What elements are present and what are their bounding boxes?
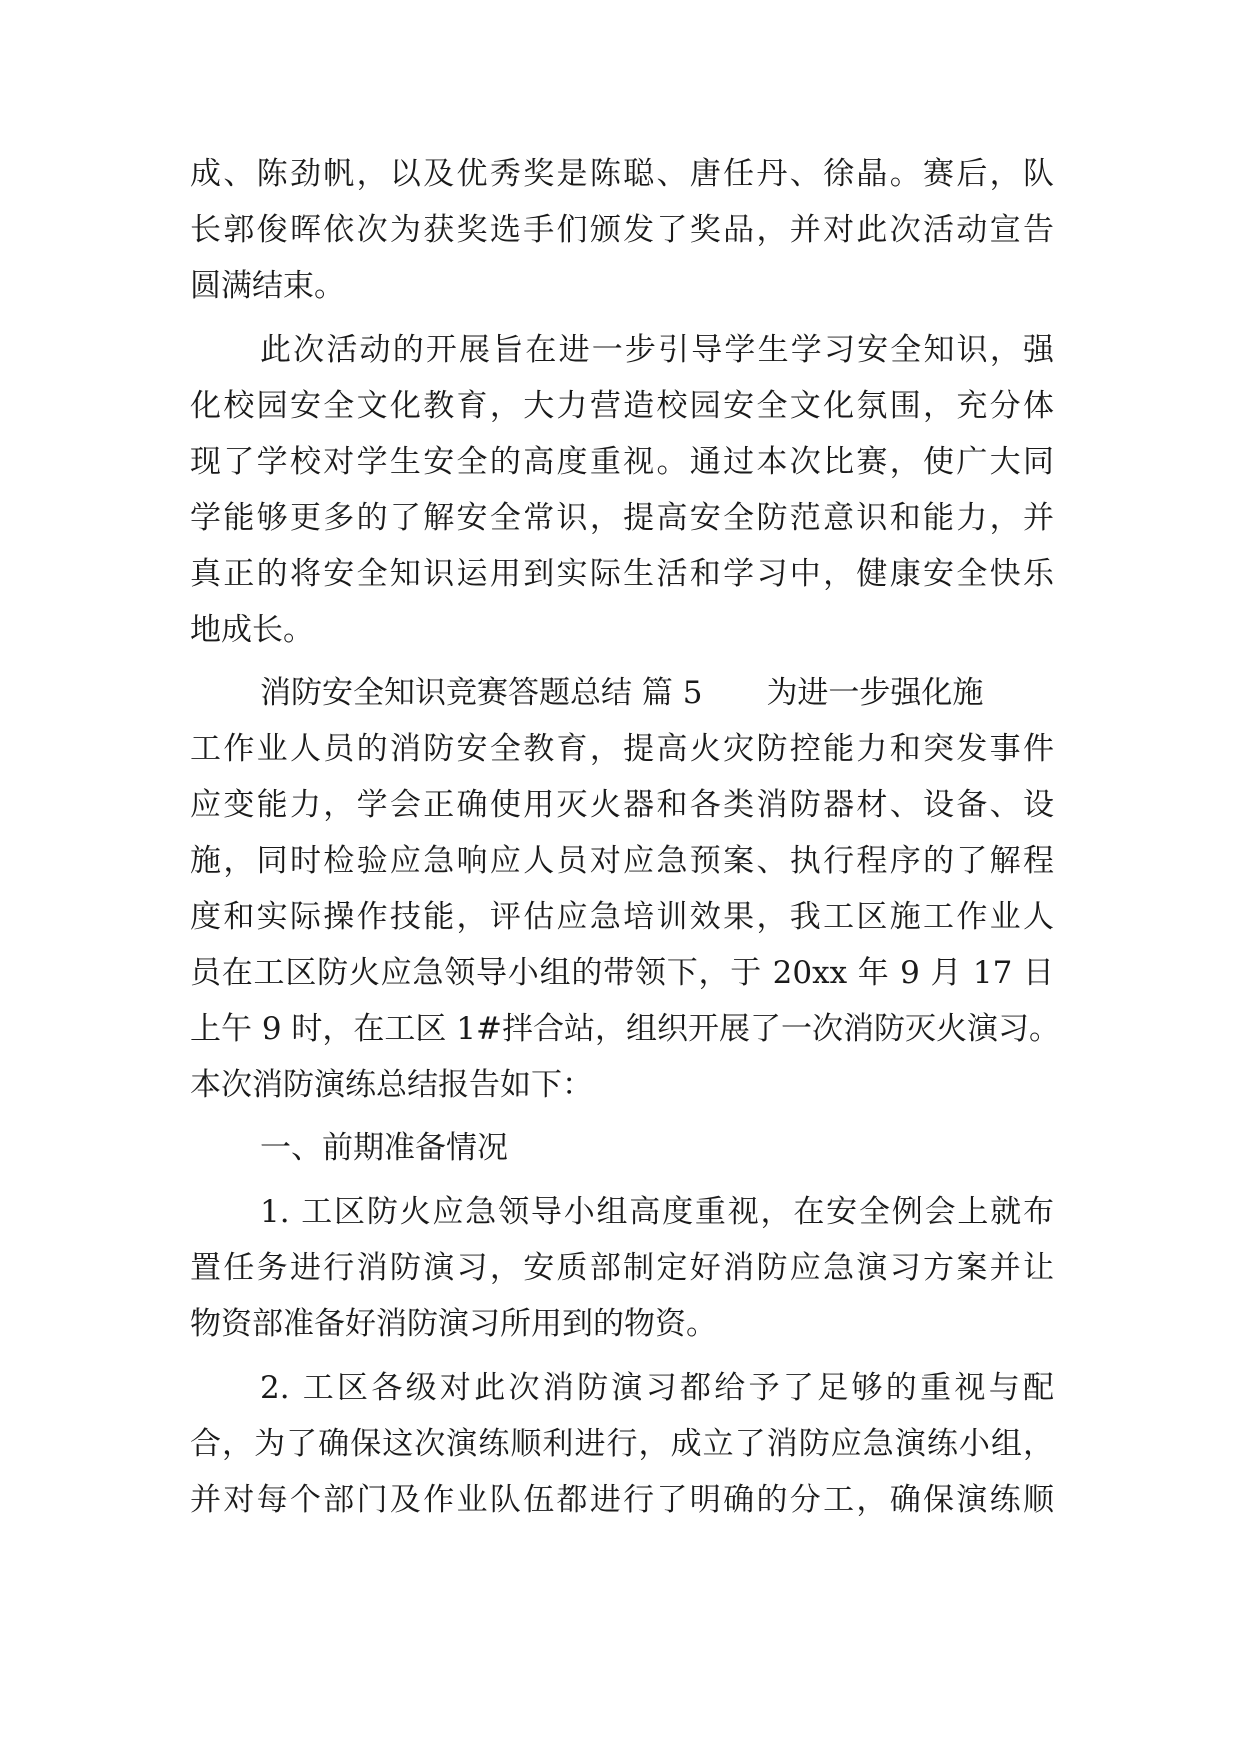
- text-line: 2. 工区各级对此次消防演习都给予了足够的重视与配: [260, 1370, 1054, 1406]
- text-line: 施，同时检验应急响应人员对应急预案、执行程序的了解程: [190, 843, 1054, 879]
- text-line: 圆满结束。: [190, 268, 345, 304]
- text-line: 并对每个部门及作业队伍都进行了明确的分工，确保演练顺: [190, 1482, 1054, 1518]
- text-line: 地成长。: [190, 612, 314, 648]
- section-heading: 一、前期准备情况: [260, 1130, 508, 1166]
- text-line: 真正的将安全知识运用到实际生活和学习中，健康安全快乐: [190, 556, 1054, 592]
- text-line: 长郭俊晖依次为获奖选手们颁发了奖品，并对此次活动宣告: [190, 212, 1054, 248]
- text-line: 员在工区防火应急领导小组的带领下，于 20xx 年 9 月 17 日: [190, 955, 1054, 991]
- text-line: 度和实际操作技能，评估应急培训效果，我工区施工作业人: [190, 899, 1054, 935]
- text-line: 化校园安全文化教育，大力营造校园安全文化氛围，充分体: [190, 388, 1054, 424]
- text-line: 现了学校对学生安全的高度重视。通过本次比赛，使广大同: [190, 444, 1054, 480]
- text-line: 工作业人员的消防安全教育，提高火灾防控能力和突发事件: [190, 731, 1054, 767]
- text-line: 应变能力，学会正确使用灭火器和各类消防器材、设备、设: [190, 787, 1054, 823]
- text-line: 1. 工区防火应急领导小组高度重视，在安全例会上就布: [260, 1194, 1054, 1230]
- text-line: 学能够更多的了解安全常识，提高安全防范意识和能力，并: [190, 500, 1054, 536]
- text-line: 物资部准备好消防演习所用到的物资。: [190, 1306, 717, 1342]
- text-line: 上午 9 时，在工区 1#拌合站，组织开展了一次消防灭火演习。: [190, 1011, 1060, 1047]
- text-line: 置任务进行消防演习，安质部制定好消防应急演习方案并让: [190, 1250, 1054, 1286]
- text-line: 合，为了确保这次演练顺利进行，成立了消防应急演练小组，: [190, 1426, 1054, 1462]
- section-title: 消防安全知识竞赛答题总结 篇 5: [260, 675, 703, 711]
- section-title-line: [260, 665, 1054, 721]
- text-line: 成、陈劲帆，以及优秀奖是陈聪、唐任丹、徐晶。赛后，队: [190, 156, 1054, 192]
- text-line: 本次消防演练总结报告如下：: [190, 1067, 593, 1103]
- text-segment: 为进一步强化施: [766, 675, 984, 711]
- text-line: 此次活动的开展旨在进一步引导学生学习安全知识，强: [260, 332, 1054, 368]
